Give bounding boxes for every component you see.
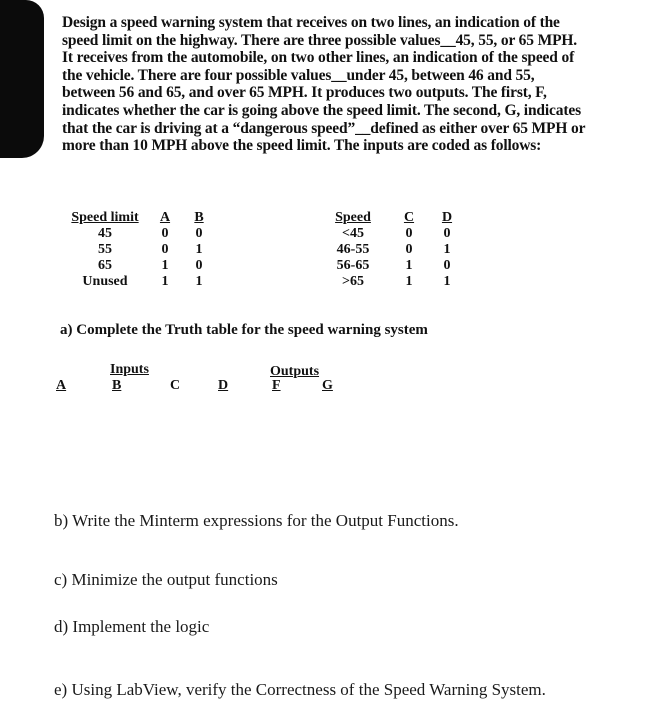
problem-line: more than 10 MPH above the speed limit. The inputs are coded as follows:	[62, 137, 542, 155]
table-cell: 56-65	[336, 258, 370, 273]
column-b-label: B	[112, 378, 122, 393]
column-a-label: A	[56, 378, 67, 393]
table-header-cell: B	[194, 210, 204, 225]
table-row	[316, 242, 466, 258]
problem-statement	[62, 14, 662, 155]
column-c-label: C	[170, 378, 181, 393]
table-header-cell: D	[441, 210, 453, 225]
table-row	[62, 258, 216, 274]
table-header-cell: A	[159, 210, 171, 225]
table-cell: 0	[161, 226, 169, 241]
speed-limit-encoding-table	[62, 210, 216, 290]
table-cell: Unused	[82, 274, 128, 289]
table-cell: 0	[195, 226, 203, 241]
table-cell: 55	[98, 242, 112, 257]
table-header-cell: C	[403, 210, 415, 225]
table-cell: 0	[195, 258, 203, 273]
table-cell: 1	[161, 258, 169, 273]
question-d: d) Implement the logic	[54, 617, 210, 636]
table-cell: 0	[443, 258, 451, 273]
table-cell: 1	[161, 274, 169, 289]
table-cell: 0	[405, 226, 413, 241]
question-c: c) Minimize the output functions	[54, 570, 278, 589]
problem-line: the vehicle. There are four possible values__under 45, between 46 and 55,	[62, 66, 535, 84]
binder-edge-mark	[0, 0, 44, 158]
column-d-label: D	[218, 378, 229, 393]
question-e: e) Using LabView, verify the Correctness of the Speed Warning System.	[54, 680, 546, 699]
table-row	[62, 226, 216, 242]
table-header-row	[316, 210, 466, 226]
problem-line: between 56 and 65, and over 65 MPH. It produces two outputs. The first, F,	[62, 84, 547, 102]
problem-line: that the car is driving at a “dangerous speed”__defined as either over 65 MPH or	[62, 119, 586, 137]
table-cell: 1	[443, 242, 451, 257]
table-header-row	[62, 210, 216, 226]
table-cell: 1	[195, 274, 203, 289]
table-cell: 65	[98, 258, 112, 273]
problem-line: indicates whether the car is going above the speed limit. The second, G, indicates	[62, 101, 582, 119]
question-b: b) Write the Minterm expressions for the Output Functions.	[54, 511, 459, 530]
table-row	[316, 258, 466, 274]
table-cell: 45	[98, 226, 112, 241]
table-header-cell: Speed limit	[71, 210, 139, 225]
problem-line: It receives from the automobile, on two other lines, an indication of the speed of	[62, 49, 575, 67]
column-g-label: G	[322, 378, 333, 393]
table-cell: <45	[342, 226, 364, 241]
table-cell: 0	[161, 242, 169, 257]
table-cell: 1	[195, 242, 203, 257]
question-a: a) Complete the Truth table for the speed warning system	[60, 322, 428, 338]
table-cell: 46-55	[336, 242, 370, 257]
table-cell: 1	[443, 274, 451, 289]
table-cell: >65	[342, 274, 364, 289]
table-cell: 0	[443, 226, 451, 241]
table-row	[62, 242, 216, 258]
table-cell: 1	[405, 274, 413, 289]
problem-line: Design a speed warning system that receives on two lines, an indication of the	[62, 14, 560, 31]
table-row	[316, 274, 466, 290]
vehicle-speed-encoding-table	[316, 210, 466, 290]
scanned-problem-page	[48, 0, 669, 478]
column-f-label: F	[272, 378, 281, 393]
table-cell: 0	[405, 242, 413, 257]
table-cell: 1	[405, 258, 413, 273]
inputs-label: Inputs	[110, 362, 149, 377]
problem-line: speed limit on the highway. There are three possible values__45, 55, or 65 MPH.	[62, 31, 578, 49]
outputs-label: Outputs	[270, 364, 320, 379]
table-header-cell: Speed	[335, 210, 371, 225]
table-row	[62, 274, 216, 290]
table-row	[316, 226, 466, 242]
